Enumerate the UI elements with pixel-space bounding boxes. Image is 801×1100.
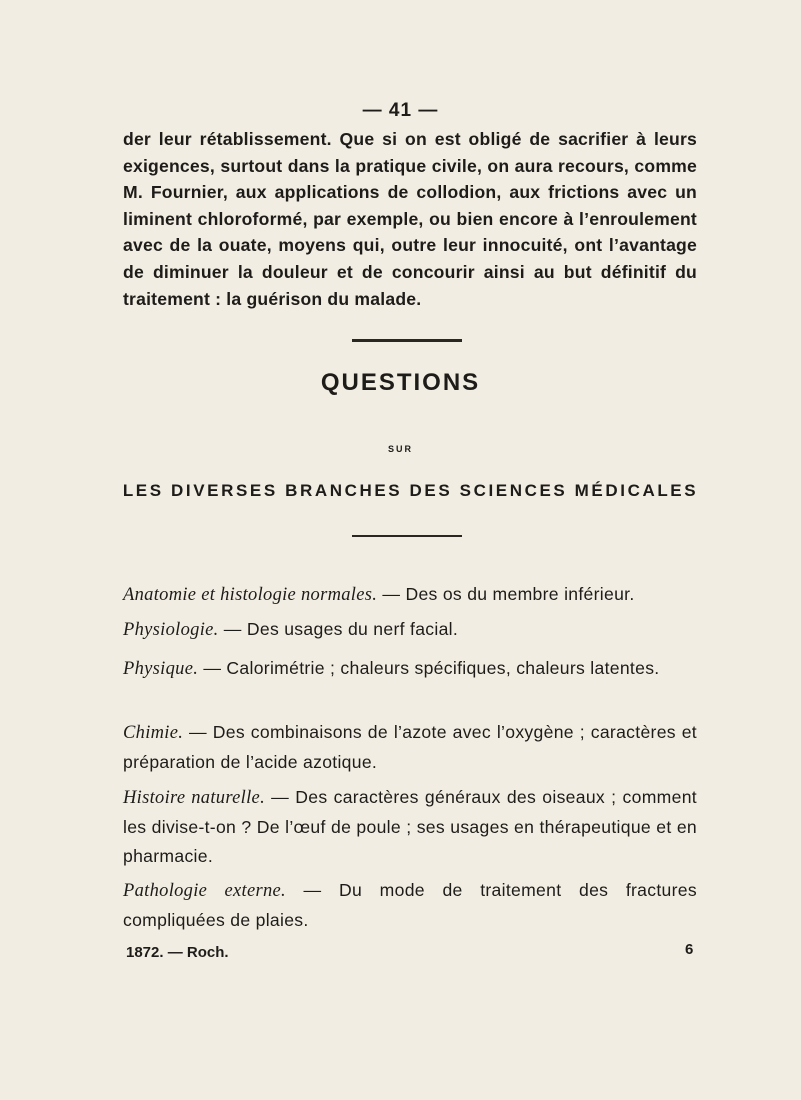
divider-bottom [352, 535, 462, 537]
question-item-anatomie [123, 580, 697, 610]
footer-signature: 1872. — Roch. [126, 944, 229, 961]
question-text: — Des combinaisons de l’azote avec l’oxygène ; caractères et préparation de l’acide azotique. [123, 722, 697, 772]
question-title: Chimie. [123, 723, 184, 743]
section-connector: SUR [387, 444, 413, 454]
question-item-pathologie-externe [123, 876, 697, 935]
footer-sheet-number: 6 [685, 941, 694, 958]
page-number: — 41 — [362, 100, 439, 121]
question-text: — Des usages du nerf facial. [218, 619, 459, 639]
question-title: Histoire naturelle. [123, 788, 265, 808]
question-text: — Des caractères généraux des oiseaux ; comment les divise-t-on ? De l’œuf de poule ; ses usages en thérapeutique et en pharmacie. [123, 787, 697, 866]
question-item-physiologie [123, 615, 697, 645]
question-title: Pathologie externe. [123, 881, 286, 901]
intro-paragraph: der leur rétablissement. Que si on est obligé de sacrifier à leurs exigences, surtout dans la pratique civile, on aura recours, comme M. Fournier, aux applications de collodion, aux frictions avec un liminent chloroformé, par exemple, ou bien encore à l’enroulement avec de la ouate, moyens qui, outre leur innocuité, ont l’avantage de diminuer la douleur et de concourir ainsi au but définitif du traitement : la guérison du malade. [123, 129, 697, 309]
section-heading: QUESTIONS [320, 369, 481, 396]
question-text: — Calorimétrie ; chaleurs spécifiques, chaleurs latentes. [198, 658, 660, 678]
question-title: Physique. [123, 659, 199, 679]
section-subtitle: LES DIVERSES BRANCHES DES SCIENCES MÉDICALES [122, 481, 699, 500]
question-text: — Des os du membre inférieur. [377, 584, 635, 604]
question-item-histoire-naturelle [123, 783, 697, 871]
question-title: Anatomie et histologie normales. [123, 585, 378, 605]
question-text: — Du mode de traitement des fractures compliquées de plaies. [123, 880, 697, 930]
divider-top [352, 339, 462, 342]
question-item-chimie [123, 718, 697, 777]
question-title: Physiologie. [123, 620, 219, 640]
question-item-physique [123, 654, 697, 684]
